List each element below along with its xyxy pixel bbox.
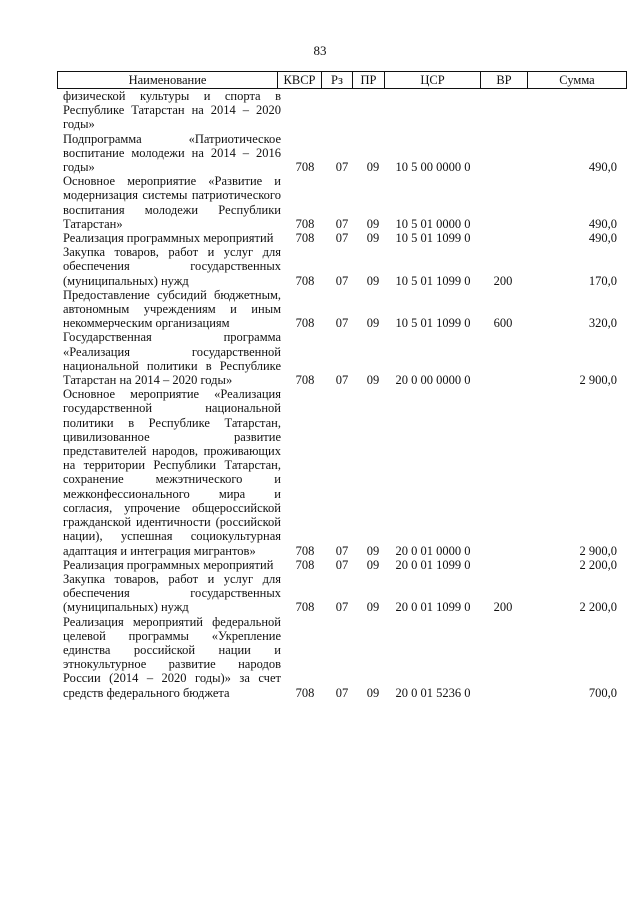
row-kvsr: 708 <box>295 543 315 558</box>
header-pr: ПР <box>353 72 385 89</box>
table-row <box>57 89 627 132</box>
table-body <box>57 89 627 700</box>
row-name: Государственная программа «Реализация государственной национальной политики в Республике Татарстан на 2014 – 2020 годы» <box>63 330 281 388</box>
row-rz: 07 <box>335 216 349 231</box>
header-name: Наименование <box>58 72 278 89</box>
row-csr: 10 5 01 0000 0 <box>395 216 471 231</box>
row-sum: 2 900,0 <box>579 373 617 388</box>
row-sum: 2 900,0 <box>579 543 617 558</box>
row-csr: 10 5 01 1099 0 <box>395 316 471 331</box>
row-name: Реализация программных мероприятий <box>63 557 274 572</box>
row-name: Закупка товаров, работ и услуг для обеспечения государственных (муниципальных) нужд <box>63 245 281 288</box>
row-rz: 07 <box>335 273 349 288</box>
table-row <box>57 387 627 557</box>
header-csr: ЦСР <box>385 72 481 89</box>
row-sum: 320,0 <box>588 316 617 331</box>
header-sum: Сумма <box>528 72 627 89</box>
row-sum: 490,0 <box>588 216 617 231</box>
row-vr: 600 <box>493 316 513 331</box>
table-row <box>57 245 627 288</box>
row-rz: 07 <box>335 600 349 615</box>
row-pr: 09 <box>366 685 380 700</box>
row-name: Основное мероприятие «Развитие и модернизация системы патриотического воспитания молодежи Республики Татарстан» <box>63 174 281 231</box>
row-csr: 10 5 01 1099 0 <box>395 273 471 288</box>
row-pr: 09 <box>366 557 380 572</box>
table-row <box>57 288 627 331</box>
row-pr: 09 <box>366 231 380 246</box>
row-name: Предоставление субсидий бюджетным, автономным учреждениям и иным некоммерческим организациям <box>63 287 281 331</box>
table-row <box>57 558 627 572</box>
row-kvsr: 708 <box>295 600 315 615</box>
row-kvsr: 708 <box>295 557 315 572</box>
table-row <box>57 615 627 700</box>
row-pr: 09 <box>366 543 380 558</box>
row-pr: 09 <box>366 160 380 175</box>
row-vr: 200 <box>493 273 513 288</box>
header-rz: Рз <box>322 72 353 89</box>
row-kvsr: 708 <box>295 231 315 246</box>
page-number: 83 <box>313 43 327 58</box>
row-sum: 490,0 <box>588 160 617 175</box>
row-pr: 09 <box>366 373 380 388</box>
header-kvsr: КВСР <box>278 72 322 89</box>
row-name: Основное мероприятие «Реализация государственной национальной политики в Республике Татарстан, цивилизованное развитие представителей народов, проживающих на территории Республики Татарстан, сохранение межэтнического и межконфессионального мира и согласия, упрочение общероссийской гражданской идентичности (российской нации), успешная социокультурная адаптация и интеграция мигрантов» <box>63 387 281 558</box>
row-sum: 490,0 <box>588 231 617 246</box>
row-name: физической культуры и спорта в Республике Татарстан на 2014 – 2020 годы» <box>63 89 281 132</box>
row-csr: 20 0 01 0000 0 <box>395 543 471 558</box>
row-kvsr: 708 <box>295 373 315 388</box>
row-kvsr: 708 <box>295 273 315 288</box>
row-name: Закупка товаров, работ и услуг для обеспечения государственных (муниципальных) нужд <box>63 571 281 615</box>
row-name: Подпрограмма «Патриотическое воспитание молодежи на 2014 – 2016 годы» <box>63 131 281 175</box>
header-vr: ВР <box>481 72 528 89</box>
table-row <box>57 174 627 231</box>
row-name: Реализация программных мероприятий <box>63 231 274 246</box>
row-pr: 09 <box>366 316 380 331</box>
row-kvsr: 708 <box>295 160 315 175</box>
row-sum: 2 200,0 <box>579 557 617 572</box>
row-rz: 07 <box>335 231 349 246</box>
row-sum: 170,0 <box>588 273 617 288</box>
row-pr: 09 <box>366 600 380 615</box>
row-csr: 20 0 00 0000 0 <box>395 373 471 388</box>
row-sum: 2 200,0 <box>579 600 617 615</box>
table-row <box>57 572 627 615</box>
row-pr: 09 <box>366 273 380 288</box>
table-row <box>57 330 627 387</box>
row-rz: 07 <box>335 160 349 175</box>
table-row <box>57 231 627 245</box>
row-csr: 20 0 01 5236 0 <box>395 685 471 700</box>
row-csr: 20 0 01 1099 0 <box>395 557 471 572</box>
row-kvsr: 708 <box>295 316 315 331</box>
row-rz: 07 <box>335 543 349 558</box>
row-pr: 09 <box>366 216 380 231</box>
row-kvsr: 708 <box>295 685 315 700</box>
row-rz: 07 <box>335 557 349 572</box>
row-csr: 10 5 00 0000 0 <box>395 160 471 175</box>
row-rz: 07 <box>335 316 349 331</box>
row-rz: 07 <box>335 685 349 700</box>
table-row <box>57 132 627 175</box>
row-csr: 10 5 01 1099 0 <box>395 231 471 246</box>
table-header <box>57 71 627 89</box>
row-rz: 07 <box>335 373 349 388</box>
row-name: Реализация мероприятий федеральной целевой программы «Укрепление единства российской нации и этнокультурное развитие народов России (2014 – 2020 годы)» за счет средств федерального бюджета <box>63 614 281 700</box>
row-csr: 20 0 01 1099 0 <box>395 600 471 615</box>
row-vr: 200 <box>493 600 513 615</box>
row-kvsr: 708 <box>295 216 315 231</box>
row-sum: 700,0 <box>588 685 617 700</box>
